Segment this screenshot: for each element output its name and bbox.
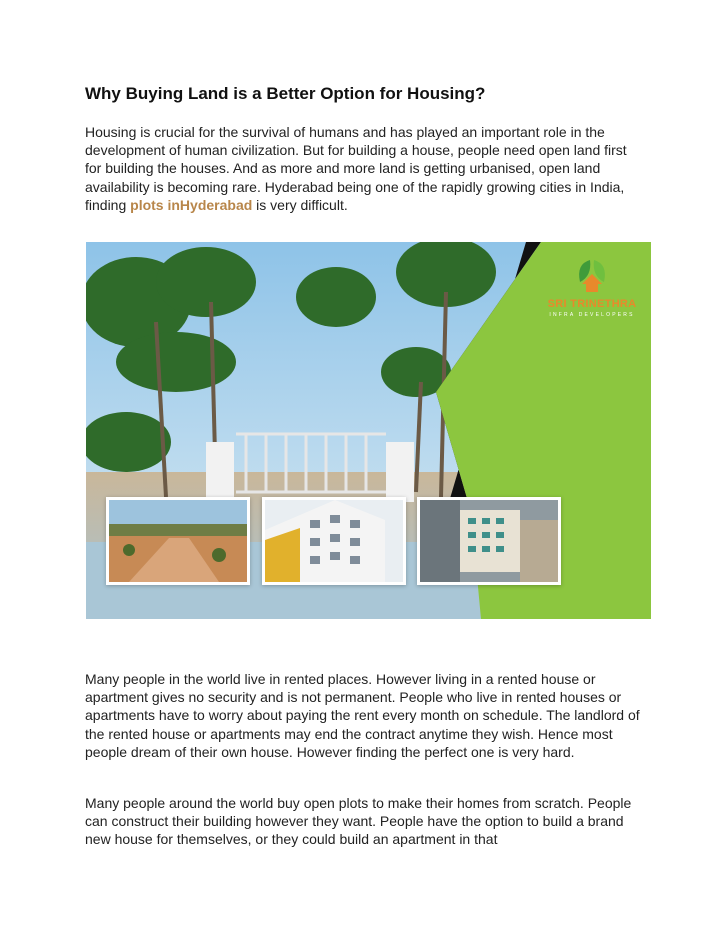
open-land-photo: [106, 497, 250, 585]
intro-text-after: is very difficult.: [252, 196, 348, 213]
plots-hyderabad-link[interactable]: plots inHyderabad: [130, 196, 253, 213]
intro-text-before: Housing is crucial for the survival of humans and has played an important role in the development of human civilization. But for building a house, people need open land first for building the houses. And as more and more land is getting urbanised, open land availability is becoming rare. Hyderabad being one of the rapidly growing cities in India, finding: [85, 124, 627, 213]
company-logo: [538, 254, 646, 334]
aerial-apartments-photo: [417, 497, 561, 585]
leaf-house-icon: [538, 254, 646, 298]
article-title: Why Buying Land is a Better Option for Housing?: [85, 84, 486, 103]
intro-paragraph: [85, 123, 645, 214]
open-plots-paragraph: Many people around the world buy open plots to make their homes from scratch. People can construct their building however they want. People have the option to build a brand new house for themselves, or they could build an apartment in that: [85, 795, 632, 848]
apartment-building-photo: [262, 497, 406, 585]
logo-subtitle: INFRA DEVELOPERS: [549, 312, 635, 318]
hero-banner-image: [86, 242, 651, 619]
rented-places-paragraph: Many people in the world live in rented places. However living in a rented house or apartment gives no security and is not permanent. People who live in rented houses or apartments have to worry about paying the rent every month on schedule. The landlord of the rented house or apartments may end the contract anytime they wish. Hence most people dream of their own house. However finding the perfect one is very hard.: [85, 671, 640, 760]
logo-name: SRI TRINETHRA: [547, 298, 637, 310]
